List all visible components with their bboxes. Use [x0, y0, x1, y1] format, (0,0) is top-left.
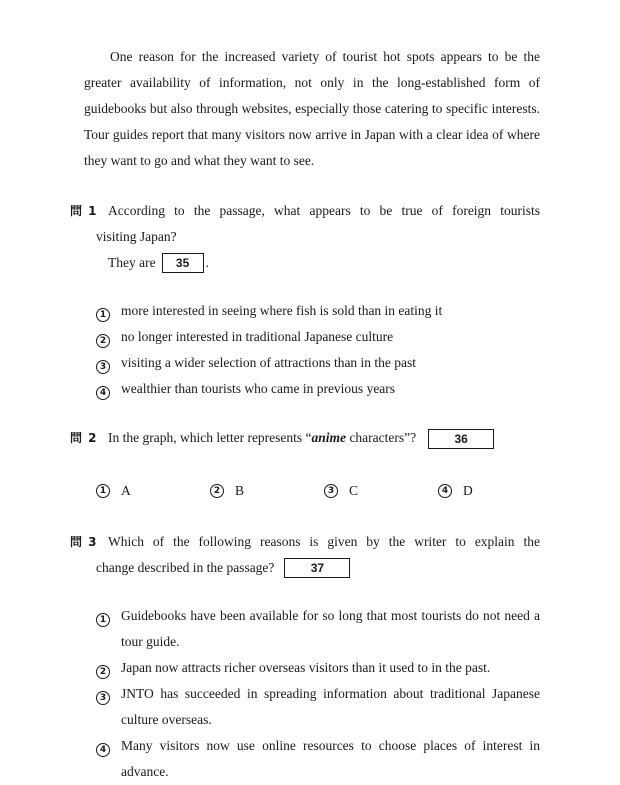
question-1-text-line1: According to the passage, what appears to be true of foreign tourists — [108, 203, 540, 218]
circled-number-1-icon: 1 — [96, 613, 110, 627]
question-1-stem-before: They are — [108, 255, 156, 270]
choice-text: more interested in seeing where fish is sold than in eating it — [121, 303, 443, 318]
question-1-header — [70, 198, 540, 224]
question-2-text-after: characters”? — [346, 430, 417, 445]
question-1 — [70, 198, 540, 276]
choice-text: no longer interested in traditional Japanese culture — [121, 329, 394, 344]
choice-text: Guidebooks have been available for so long that most tourists do not need a tour guide. — [121, 608, 540, 649]
choice-text: D — [463, 483, 473, 498]
circled-number-1-icon: 1 — [96, 308, 110, 322]
question-2-choice-4[interactable] — [438, 478, 473, 504]
question-3-header — [70, 529, 540, 555]
question-2-header — [70, 425, 540, 451]
question-2-choice-3[interactable] — [324, 478, 358, 504]
question-2 — [70, 425, 540, 451]
question-3-choice-1[interactable] — [96, 603, 540, 655]
question-1-choice-1[interactable] — [96, 298, 540, 324]
question-3-text-line2 — [70, 555, 540, 581]
answer-box-35[interactable]: 35 — [162, 253, 204, 273]
circled-number-2-icon: 2 — [96, 665, 110, 679]
answer-box-36[interactable]: 36 — [428, 429, 494, 449]
circled-number-3-icon: 3 — [324, 484, 338, 498]
question-3-choices — [96, 603, 540, 785]
question-1-stem-after: . — [205, 255, 209, 270]
question-1-choice-4[interactable] — [96, 376, 540, 402]
question-1-label: 問 1 — [70, 204, 98, 218]
choice-text: C — [349, 483, 359, 498]
choice-text: Japan now attracts richer overseas visitors than it used to in the past. — [121, 660, 491, 675]
question-2-text — [108, 425, 540, 451]
question-3-text-line1: Which of the following reasons is given by the writer to explain the — [108, 534, 540, 549]
question-1-choices — [96, 298, 540, 402]
question-2-choice-2[interactable] — [210, 478, 244, 504]
passage-paragraph: One reason for the increased variety of tourist hot spots appears to be the greater availability of information, not only in the long-established form of guidebooks but also through websites, especially those catering to specific interests. Tour guides report that many visitors now arrive in Japan with a clear idea of where they want to go and what they want to see. — [84, 49, 540, 168]
question-2-text-italic: anime — [311, 430, 347, 445]
choice-text: JNTO has succeeded in spreading information about traditional Japanese culture overseas. — [121, 686, 540, 727]
answer-box-37[interactable]: 37 — [284, 558, 350, 578]
question-2-label: 問 2 — [70, 431, 98, 445]
choice-text: wealthier than tourists who came in previous years — [121, 381, 396, 396]
question-1-choice-3[interactable] — [96, 350, 540, 376]
choice-text: Many visitors now use online resources to choose places of interest in advance. — [121, 738, 540, 779]
question-3-choice-3[interactable] — [96, 681, 540, 733]
circled-number-4-icon: 4 — [438, 484, 452, 498]
question-3 — [70, 529, 540, 581]
circled-number-3-icon: 3 — [96, 691, 110, 705]
question-1-choice-2[interactable] — [96, 324, 540, 350]
question-3-choice-4[interactable] — [96, 733, 540, 785]
question-2-choices — [96, 478, 536, 504]
question-3-label: 問 3 — [70, 535, 98, 549]
choice-text: B — [235, 483, 245, 498]
question-3-text-line2-text: change described in the passage? — [96, 560, 275, 575]
circled-number-1-icon: 1 — [96, 484, 110, 498]
question-2-choice-1[interactable] — [96, 478, 131, 504]
question-2-text-before: In the graph, which letter represents “ — [108, 430, 312, 445]
question-1-text-line2: visiting Japan? — [96, 229, 177, 244]
circled-number-2-icon: 2 — [96, 334, 110, 348]
question-3-choice-2[interactable] — [96, 655, 540, 681]
circled-number-2-icon: 2 — [210, 484, 224, 498]
circled-number-4-icon: 4 — [96, 386, 110, 400]
choice-text: A — [121, 483, 131, 498]
circled-number-3-icon: 3 — [96, 360, 110, 374]
question-1-stem — [70, 250, 540, 276]
choice-text: visiting a wider selection of attractions than in the past — [121, 355, 417, 370]
circled-number-4-icon: 4 — [96, 743, 110, 757]
